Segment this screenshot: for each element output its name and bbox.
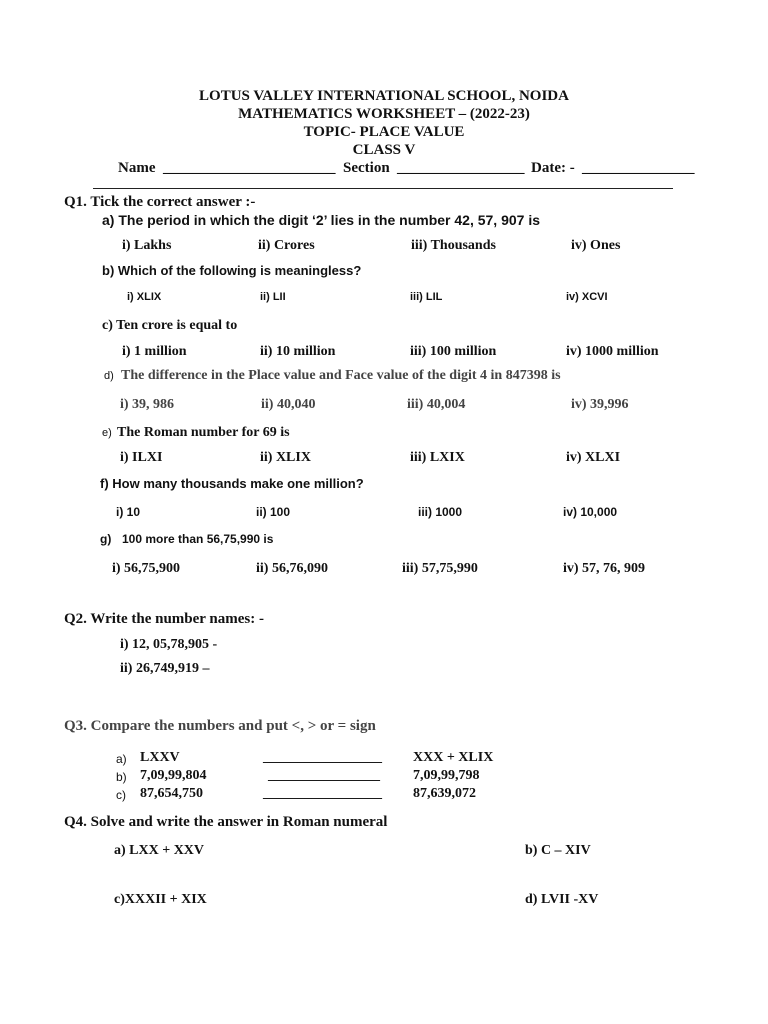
school-name: LOTUS VALLEY INTERNATIONAL SCHOOL, NOIDA (199, 88, 569, 104)
q1f-option-1[interactable]: i) 10 (116, 505, 141, 519)
q1c-option-3[interactable]: iii) 100 million (410, 344, 497, 359)
q1e-question: The Roman number for 69 is (117, 425, 290, 440)
q1f-option-4[interactable]: iv) 10,000 (563, 505, 618, 519)
q1g-option-3[interactable]: iii) 57,75,990 (402, 561, 478, 576)
q1c-option-1[interactable]: i) 1 million (122, 344, 187, 359)
q1b-option-1[interactable]: i) XLIX (127, 291, 162, 303)
q1g-question: 100 more than 56,75,990 is (122, 532, 274, 546)
q1a-option-1[interactable]: i) Lakhs (122, 238, 172, 253)
q3-row-c-left: 87,654,750 (140, 786, 203, 801)
q3-row-a-label: a) (116, 752, 127, 766)
q1a-question: a) The period in which the digit ‘2’ lies in the number 42, 57, 907 is (102, 212, 540, 228)
section-blank[interactable]: _________________ (397, 160, 525, 176)
q4-item-d: d) LVII -XV (525, 892, 599, 907)
q1g-option-4[interactable]: iv) 57, 76, 909 (563, 561, 646, 576)
class-title: CLASS V (352, 142, 416, 158)
q1f-question: f) How many thousands make one million? (100, 476, 364, 491)
q1d-option-4[interactable]: iv) 39,996 (571, 397, 629, 412)
q1g-option-1[interactable]: i) 56,75,900 (112, 561, 181, 576)
worksheet-title: MATHEMATICS WORKSHEET – (2022-23) (238, 106, 530, 122)
q1d-label: d) (104, 370, 114, 382)
q3-title: Q3. Compare the numbers and put <, > or = sign (64, 718, 376, 734)
q3-row-b-left: 7,09,99,804 (140, 768, 207, 783)
q1f-option-3[interactable]: iii) 1000 (418, 505, 463, 519)
q1a-option-4[interactable]: iv) Ones (571, 238, 621, 253)
q1c-question: c) Ten crore is equal to (102, 318, 238, 333)
q2-item-2: ii) 26,749,919 – (120, 661, 210, 676)
date-blank[interactable]: _______________ (582, 160, 695, 176)
q1a-option-2[interactable]: ii) Crores (258, 238, 315, 253)
q1c-option-2[interactable]: ii) 10 million (260, 344, 336, 359)
q1d-option-2[interactable]: ii) 40,040 (261, 397, 316, 412)
q4-title: Q4. Solve and write the answer in Roman numeral (64, 814, 388, 830)
q1f-option-2[interactable]: ii) 100 (256, 505, 291, 519)
q1d-option-3[interactable]: iii) 40,004 (407, 397, 466, 412)
q1g-option-2[interactable]: ii) 56,76,090 (256, 561, 328, 576)
q3-row-a-right: XXX + XLIX (413, 750, 494, 765)
q1e-option-4[interactable]: iv) XLXI (566, 450, 621, 465)
q2-item-1: i) 12, 05,78,905 - (120, 637, 218, 652)
q1d-option-1[interactable]: i) 39, 986 (120, 397, 175, 412)
q3-row-b-label: b) (116, 770, 127, 784)
q1e-option-2[interactable]: ii) XLIX (260, 450, 311, 465)
q1g-label: g) (100, 532, 112, 546)
q1-title: Q1. Tick the correct answer :- (64, 194, 256, 210)
q1e-option-3[interactable]: iii) LXIX (410, 450, 465, 465)
q1e-label: e) (102, 427, 112, 439)
q3-row-c-label: c) (116, 788, 126, 802)
name-label: Name (118, 160, 156, 176)
q4-item-c: c)XXXII + XIX (114, 892, 207, 907)
date-label: Date: - (531, 160, 575, 176)
name-blank[interactable]: _______________________ (163, 160, 336, 176)
q4-item-b: b) C – XIV (525, 843, 591, 858)
q1b-option-2[interactable]: ii) LII (260, 291, 286, 303)
q1d-question: The difference in the Place value and Face value of the digit 4 in 847398 is (121, 368, 561, 383)
q3-row-b-right: 7,09,99,798 (413, 768, 480, 783)
q1e-option-1[interactable]: i) ILXI (120, 450, 163, 465)
q3-row-a-blank[interactable]: _________________ (263, 750, 382, 765)
q1b-option-3[interactable]: iii) LIL (410, 291, 443, 303)
q3-row-c-right: 87,639,072 (413, 786, 476, 801)
section-label: Section (343, 160, 390, 176)
q3-row-b-blank[interactable]: ________________ (268, 768, 380, 783)
q4-item-a: a) LXX + XXV (114, 843, 205, 858)
q1c-option-4[interactable]: iv) 1000 million (566, 344, 659, 359)
q3-row-a-left: LXXV (140, 750, 180, 765)
q3-row-c-blank[interactable]: _________________ (263, 786, 382, 801)
q1b-option-4[interactable]: iv) XCVI (566, 291, 608, 303)
header-divider (93, 188, 673, 189)
q2-title: Q2. Write the number names: - (64, 611, 264, 627)
q1b-question: b) Which of the following is meaningless? (102, 263, 362, 278)
q1a-option-3[interactable]: iii) Thousands (411, 238, 496, 253)
topic-title: TOPIC- PLACE VALUE (303, 124, 465, 140)
